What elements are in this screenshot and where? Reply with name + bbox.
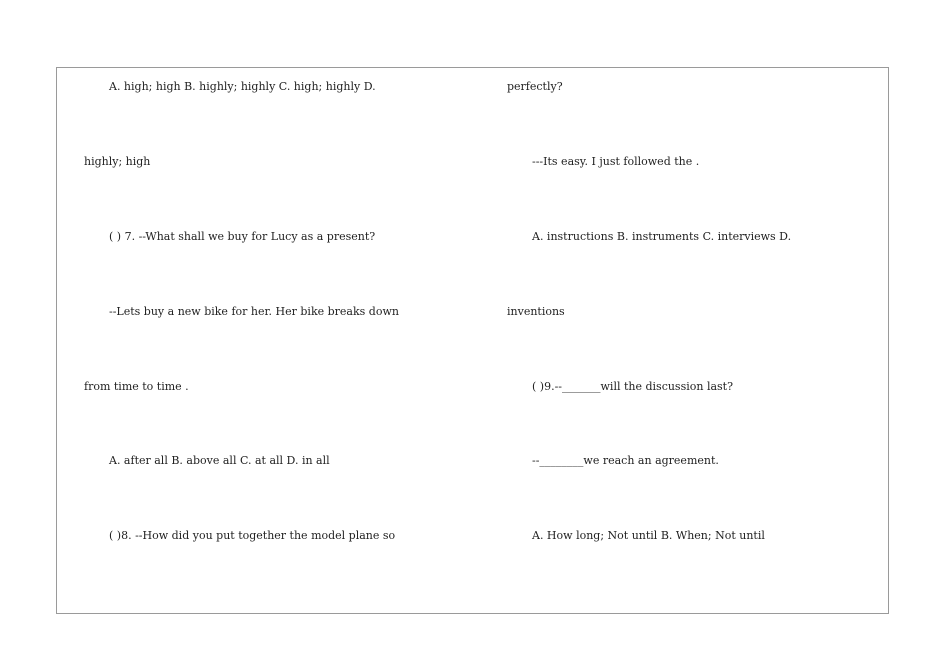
right-line-answer-9: --________we reach an agreement. — [532, 454, 719, 467]
left-line-options-6-cont: highly; high — [84, 155, 151, 168]
right-line-question-9: ( )9.--_______will the discussion last? — [532, 380, 733, 393]
left-line-options-6: A. high; high B. highly; highly C. high; highly D. — [109, 80, 376, 93]
right-line-question-8-cont: perfectly? — [507, 80, 563, 93]
right-line-options-8-cont: inventions — [507, 305, 565, 318]
left-line-question-7: ( ) 7. --What shall we buy for Lucy as a present? — [109, 230, 376, 243]
left-line-question-8: ( )8. --How did you put together the model plane so — [109, 529, 396, 542]
right-line-options-9: A. How long; Not until B. When; Not until — [532, 529, 765, 542]
left-line-options-7: A. after all B. above all C. at all D. in all — [109, 454, 330, 467]
left-line-answer-7: --Lets buy a new bike for her. Her bike breaks down — [109, 305, 399, 318]
right-line-options-8: A. instructions B. instruments C. interviews D. — [532, 230, 792, 243]
right-line-answer-8: ---Its easy. I just followed the . — [532, 155, 700, 168]
left-line-answer-7-cont: from time to time . — [84, 380, 189, 393]
